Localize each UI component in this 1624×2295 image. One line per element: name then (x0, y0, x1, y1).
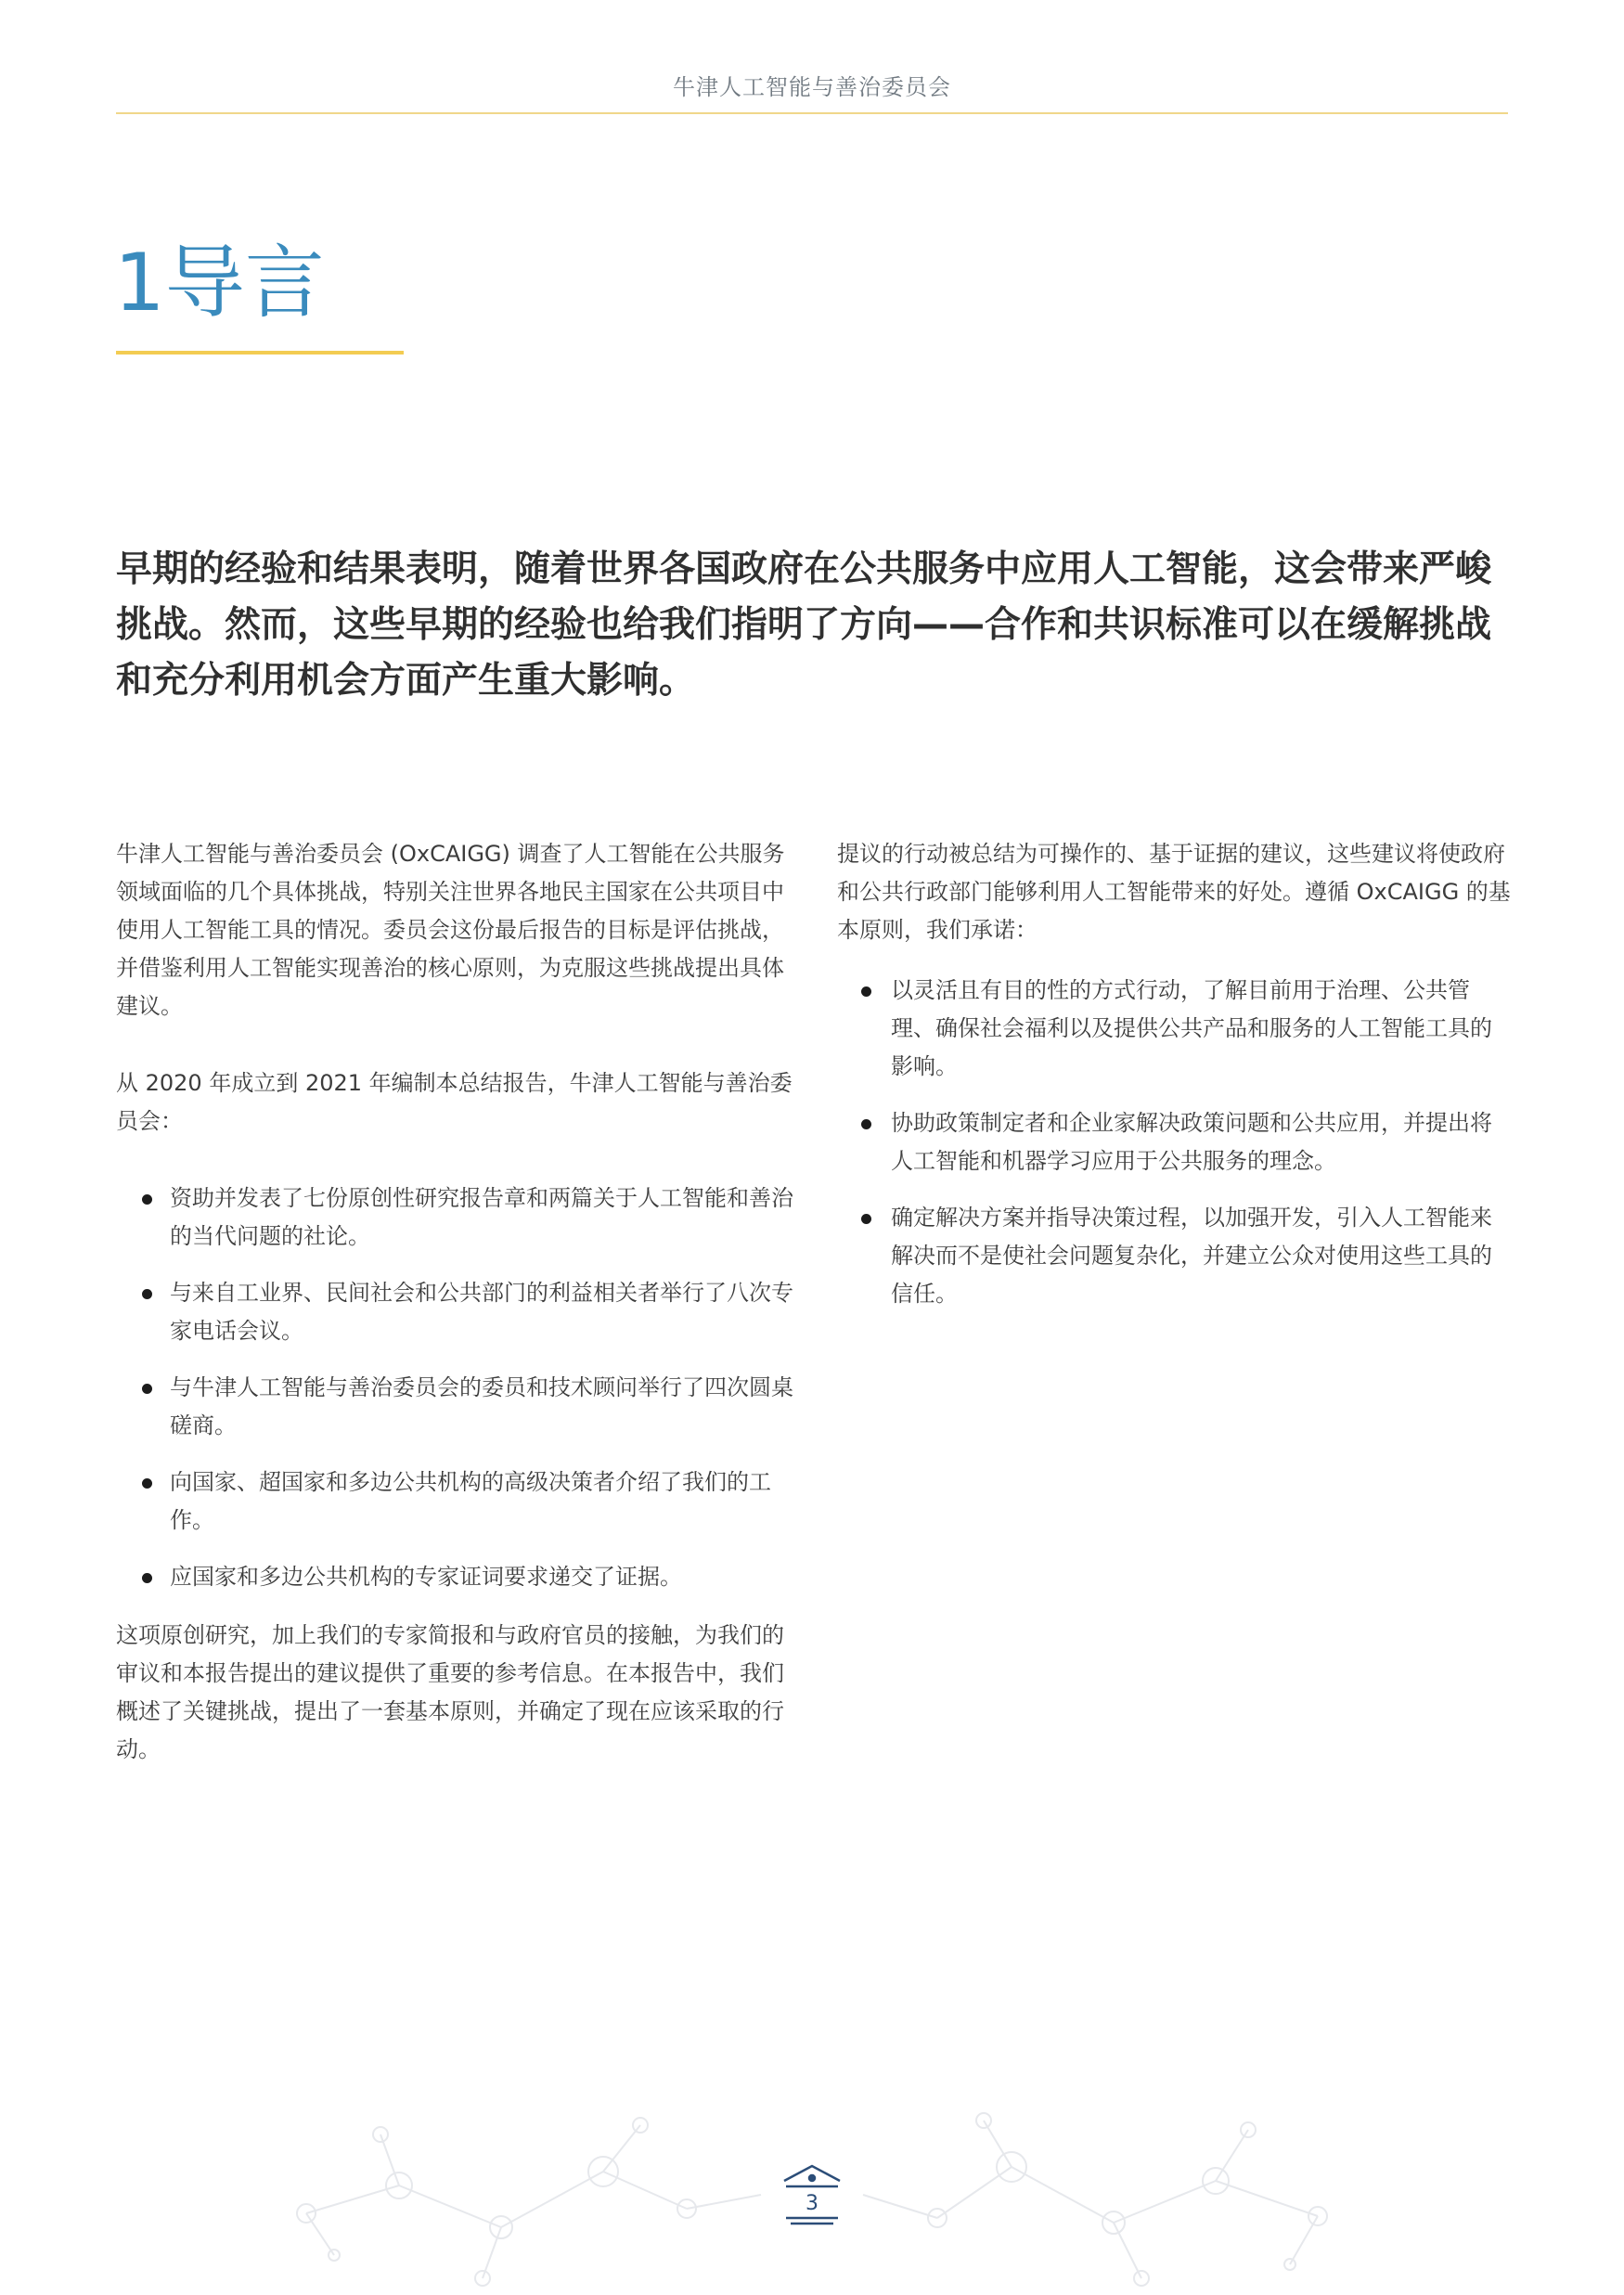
bullet-dot-icon (142, 1573, 152, 1583)
left-bullet-list (116, 1180, 798, 1596)
list-item-text: 与牛津人工智能与善治委员会的委员和技术顾问举行了四次圆桌磋商。 (170, 1374, 793, 1438)
list-item-text: 协助政策制定者和企业家解决政策问题和公共应用，并提出将人工智能和机器学习应用于公共服务的理念。 (891, 1110, 1492, 1174)
list-item (116, 1558, 798, 1596)
list-item (837, 1104, 1513, 1180)
list-item-text: 与来自工业界、民间社会和公共部门的利益相关者举行了八次专家电话会议。 (170, 1280, 793, 1344)
list-item (116, 1180, 798, 1256)
left-paragraph-2: 从 2020 年成立到 2021 年编制本总结报告，牛津人工智能与善治委员会： (116, 1070, 793, 1134)
header-divider (116, 112, 1508, 114)
section-title: 1导言 (114, 237, 325, 329)
list-item-text: 以灵活且有目的性的方式行动，了解目前用于治理、公共管理、确保社会福利以及提供公共产品和服务的人工智能工具的影响。 (891, 977, 1492, 1079)
left-column (116, 835, 798, 1808)
bullet-dot-icon (861, 1119, 871, 1129)
page-number: 3 (806, 2192, 818, 2215)
list-item-text: 资助并发表了七份原创性研究报告章和两篇关于人工智能和善治的当代问题的社论。 (170, 1185, 793, 1249)
right-bullet-list (837, 972, 1513, 1313)
bullet-dot-icon (861, 1214, 871, 1224)
lead-paragraph: 早期的经验和结果表明，随着世界各国政府在公共服务中应用人工智能，这会带来严峻挑战。然而，这些早期的经验也给我们指明了方向——合作和共识标准可以在缓解挑战和充分利用机会方面产生重大影响。 (116, 548, 1492, 702)
list-item (837, 1199, 1513, 1313)
list-item-text: 确定解决方案并指导决策过程，以加强开发，引入人工智能来解决而不是使社会问题复杂化，并建立公众对使用这些工具的信任。 (891, 1205, 1492, 1307)
list-item-text: 应国家和多边公共机构的专家证词要求递交了证据。 (170, 1564, 682, 1590)
title-underline (116, 351, 404, 355)
bullet-dot-icon (142, 1478, 152, 1489)
list-item (837, 972, 1513, 1086)
left-paragraph-1: 牛津人工智能与善治委员会 (OxCAIGG) 调查了人工智能在公共服务领域面临的几个具体挑战，特别关注世界各地民主国家在公共项目中使用人工智能工具的情况。委员会这份最后报告的目标是评估挑战，并借鉴利用人工智能实现善治的核心原则，为克服这些挑战提出具体建议。 (116, 841, 785, 1019)
bullet-dot-icon (142, 1384, 152, 1394)
list-item (116, 1463, 798, 1540)
bullet-dot-icon (861, 986, 871, 997)
bullet-dot-icon (142, 1289, 152, 1299)
list-item (116, 1274, 798, 1350)
list-item-text: 向国家、超国家和多边公共机构的高级决策者介绍了我们的工作。 (170, 1469, 771, 1533)
right-column (837, 835, 1513, 1334)
running-header: 牛津人工智能与善治委员会 (673, 74, 951, 100)
list-item (116, 1369, 798, 1445)
bullet-dot-icon (142, 1194, 152, 1205)
right-paragraph-1: 提议的行动被总结为可操作的、基于证据的建议，这些建议将使政府和公共行政部门能够利用人工智能带来的好处。遵循 OxCAIGG 的基本原则，我们承诺： (837, 841, 1511, 943)
left-paragraph-3: 这项原创研究，加上我们的专家简报和与政府官员的接触，为我们的审议和本报告提出的建议提供了重要的参考信息。在本报告中，我们概述了关键挑战，提出了一套基本原则，并确定了现在应该采取的行动。 (116, 1622, 784, 1762)
